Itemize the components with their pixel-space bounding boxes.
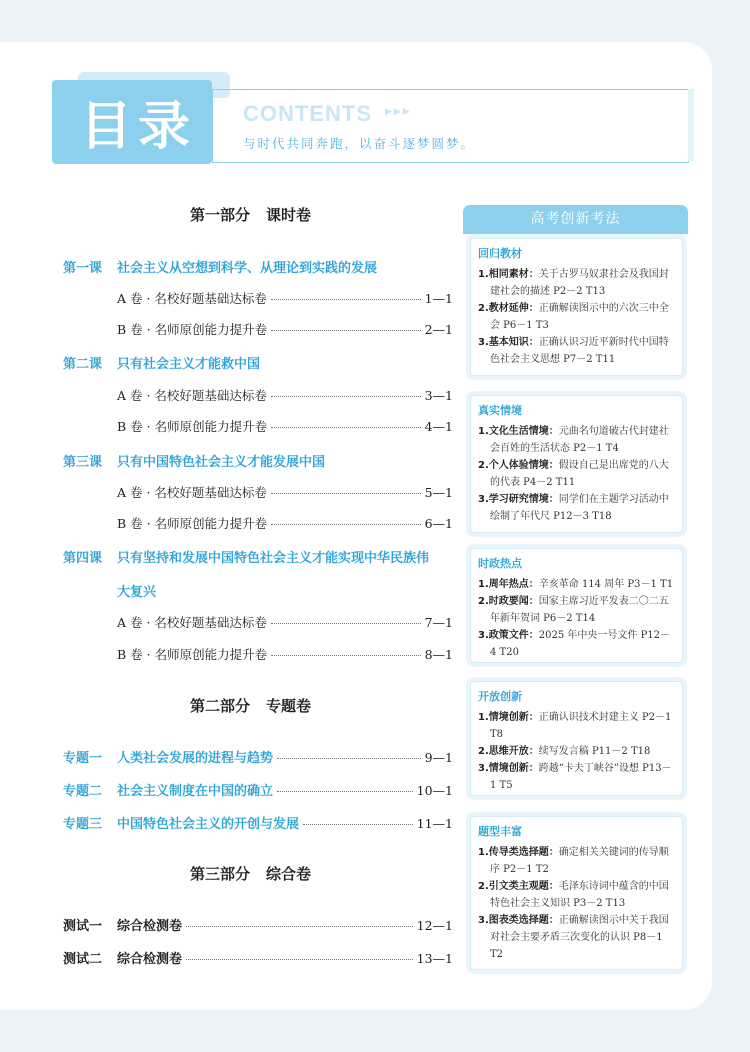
card-item: 1.文化生活情境：元曲名句道破古代封建社会百姓的生活状态 P2－1 T4 [478,426,669,454]
card-item: 3.基本知识：正确认识习近平新时代中国特色社会主义思想 P7－2 T11 [478,337,669,365]
topic-entry[interactable]: 专题三 中国特色社会主义的开创与发展 11—1 [63,816,453,832]
card-item: 3.政策文件：2025 年中央一号文件 P12－4 T20 [478,630,671,658]
test-entry[interactable]: 测试一 综合检测卷 12—1 [63,918,453,934]
sidebar-title: 高考创新考法 [463,205,688,234]
sidebar-card [470,395,683,533]
toc-entry[interactable]: A 卷 · 名校好题基础达标卷 7—1 [117,615,453,630]
card-item: 1.周年热点：辛亥革命 114 周年 P3－1 T1 [478,579,674,590]
toc-entry[interactable]: A 卷 · 名校好题基础达标卷 1—1 [117,291,453,306]
card-item: 1.传导类选择题：确定相关关键词的传导顺序 P2－1 T2 [478,847,669,875]
lesson-heading[interactable]: 第一课 社会主义从空想到科学、从理论到实践的发展 [63,261,378,276]
toc-entry[interactable]: B 卷 · 名师原创能力提升卷 8—1 [117,647,453,662]
card-heading: 真实情境 [478,404,522,417]
part-heading: 第二部分 专题卷 [190,697,312,715]
card-heading: 题型丰富 [478,825,522,838]
card-item: 1.情境创新：正确认识技术封建主义 P2－1 T8 [478,712,672,740]
page-title: 目录 [80,97,197,157]
card-item: 3.学习研究情境：同学们在主题学习活动中绘制了年代尺 P12－3 T18 [478,494,669,522]
header-stripe [688,89,694,161]
card-item: 2.时政要闻：国家主席习近平发表二〇二五年新年贺词 P6－2 T14 [478,596,669,624]
sidebar-card [470,238,683,376]
toc-entry[interactable]: B 卷 · 名师原创能力提升卷 4—1 [117,419,453,434]
arrows-icon: ▶▶▶ [385,107,412,117]
card-item: 3.情境创新：跨越“卡夫丁峡谷”设想 P13－1 T5 [478,763,672,791]
lesson-heading[interactable]: 第三课 只有中国特色社会主义才能发展中国 [63,455,326,470]
part-heading: 第一部分 课时卷 [190,206,312,224]
card-item: 3.图表类选择题：正确解读图示中关于我国对社会主要矛盾三次变化的认识 P8－1 T2 [478,915,669,960]
part-heading: 第三部分 综合卷 [190,865,312,883]
sidebar-card [470,548,683,663]
toc-entry[interactable]: B 卷 · 名师原创能力提升卷 2—1 [117,322,453,337]
toc-entry[interactable]: B 卷 · 名师原创能力提升卷 6—1 [117,516,453,531]
topic-entry[interactable]: 专题一 人类社会发展的进程与趋势 9—1 [63,750,453,766]
lesson-heading-continued[interactable]: 大复兴 [117,585,157,600]
contents-label: CONTENTS [243,101,372,126]
slogan: 与时代共同奔跑，以奋斗逐梦圆梦。 [243,136,476,151]
test-entry[interactable]: 测试二 综合检测卷 13—1 [63,951,453,967]
sidebar-card [470,681,683,796]
toc-entry[interactable]: A 卷 · 名校好题基础达标卷 5—1 [117,485,453,500]
card-item: 1.相同素材：关于古罗马奴隶社会及我国封建社会的描述 P2－2 T13 [478,269,669,297]
card-item: 2.教材延伸：正确解读图示中的六次三中全会 P6－1 T3 [478,303,669,331]
card-heading: 开放创新 [478,690,522,703]
sidebar-card [470,816,683,970]
card-heading: 回归教材 [478,247,522,260]
card-item: 2.个人体验情境：假设自己是出席党的八大的代表 P4－2 T11 [478,460,669,488]
card-item: 2.引文类主观题：毛泽东诗词中蕴含的中国特色社会主义知识 P3－2 T13 [478,881,669,909]
toc-entry[interactable]: A 卷 · 名校好题基础达标卷 3—1 [117,388,453,403]
card-item: 2.思维开放：续写发言稿 P11－2 T18 [478,746,651,757]
lesson-heading[interactable]: 第二课 只有社会主义才能救中国 [63,357,261,372]
topic-entry[interactable]: 专题二 社会主义制度在中国的确立 10—1 [63,783,453,799]
card-heading: 时政热点 [478,557,522,570]
lesson-heading[interactable]: 第四课 只有坚持和发展中国特色社会主义才能实现中华民族伟 [63,551,430,566]
